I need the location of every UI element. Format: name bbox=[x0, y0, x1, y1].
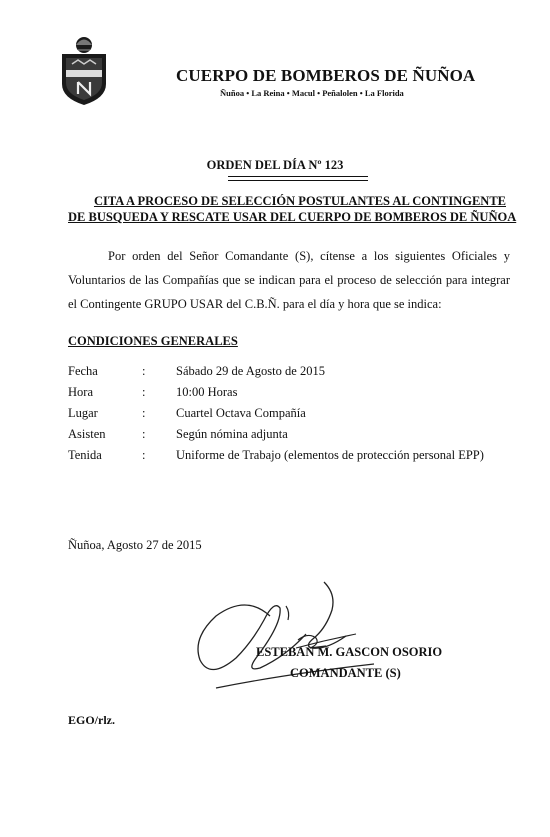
body-paragraph: Por orden del Señor Comandante (S), cítense a los siguientes Oficiales y Voluntarios de las Compañías que se indican para el proceso de selección para integrar el Contingente GRUPO USAR del C.B.Ñ. para el día y hora que se indica: bbox=[68, 249, 510, 311]
condition-label: Hora bbox=[68, 385, 93, 399]
fire-department-crest-icon bbox=[58, 34, 110, 106]
condition-colon: : bbox=[142, 406, 146, 420]
condition-row bbox=[68, 445, 508, 466]
subject-line-2: DE BUSQUEDA Y RESCATE USAR DEL CUERPO DE BOMBEROS DE ÑUÑOA bbox=[68, 210, 517, 224]
subject-line-1: CITA A PROCESO DE SELECCIÓN POSTULANTES AL CONTINGENTE bbox=[93, 194, 506, 208]
condition-value: Según nómina adjunta bbox=[176, 427, 288, 441]
condition-colon: : bbox=[142, 448, 146, 462]
communes-line: Ñuñoa • La Reina • Macul • Peñalolen • La Florida bbox=[220, 88, 404, 98]
organization-name: CUERPO DE BOMBEROS DE ÑUÑOA bbox=[176, 66, 476, 85]
condition-label: Lugar bbox=[68, 406, 98, 420]
order-title: ORDEN DEL DÍA Nº 123 bbox=[206, 158, 344, 172]
condition-row bbox=[68, 382, 508, 403]
conditions-table bbox=[68, 361, 508, 466]
condition-row bbox=[68, 424, 508, 445]
signatory-name: ESTEBAN M. GASCON OSORIO bbox=[256, 645, 443, 659]
condition-colon: : bbox=[142, 364, 146, 378]
condition-value: Cuartel Octava Compañía bbox=[176, 406, 306, 420]
condition-colon: : bbox=[142, 427, 146, 441]
subject-heading bbox=[68, 193, 517, 225]
condition-label: Tenida bbox=[68, 448, 102, 462]
condition-row bbox=[68, 361, 508, 382]
condition-value: Uniforme de Trabajo (elementos de protección personal EPP) bbox=[176, 448, 484, 462]
condition-label: Asisten bbox=[68, 427, 106, 441]
condition-row bbox=[68, 403, 508, 424]
place-and-date: Ñuñoa, Agosto 27 de 2015 bbox=[68, 538, 202, 552]
title-double-rule bbox=[228, 176, 368, 181]
signatory-title: COMANDANTE (S) bbox=[290, 666, 401, 680]
reference-initials: EGO/rlz. bbox=[68, 713, 115, 727]
condition-value: Sábado 29 de Agosto de 2015 bbox=[176, 364, 325, 378]
condition-colon: : bbox=[142, 385, 146, 399]
condition-label: Fecha bbox=[68, 364, 98, 378]
conditions-title: CONDICIONES GENERALES bbox=[68, 334, 238, 348]
condition-value: 10:00 Horas bbox=[176, 385, 238, 399]
